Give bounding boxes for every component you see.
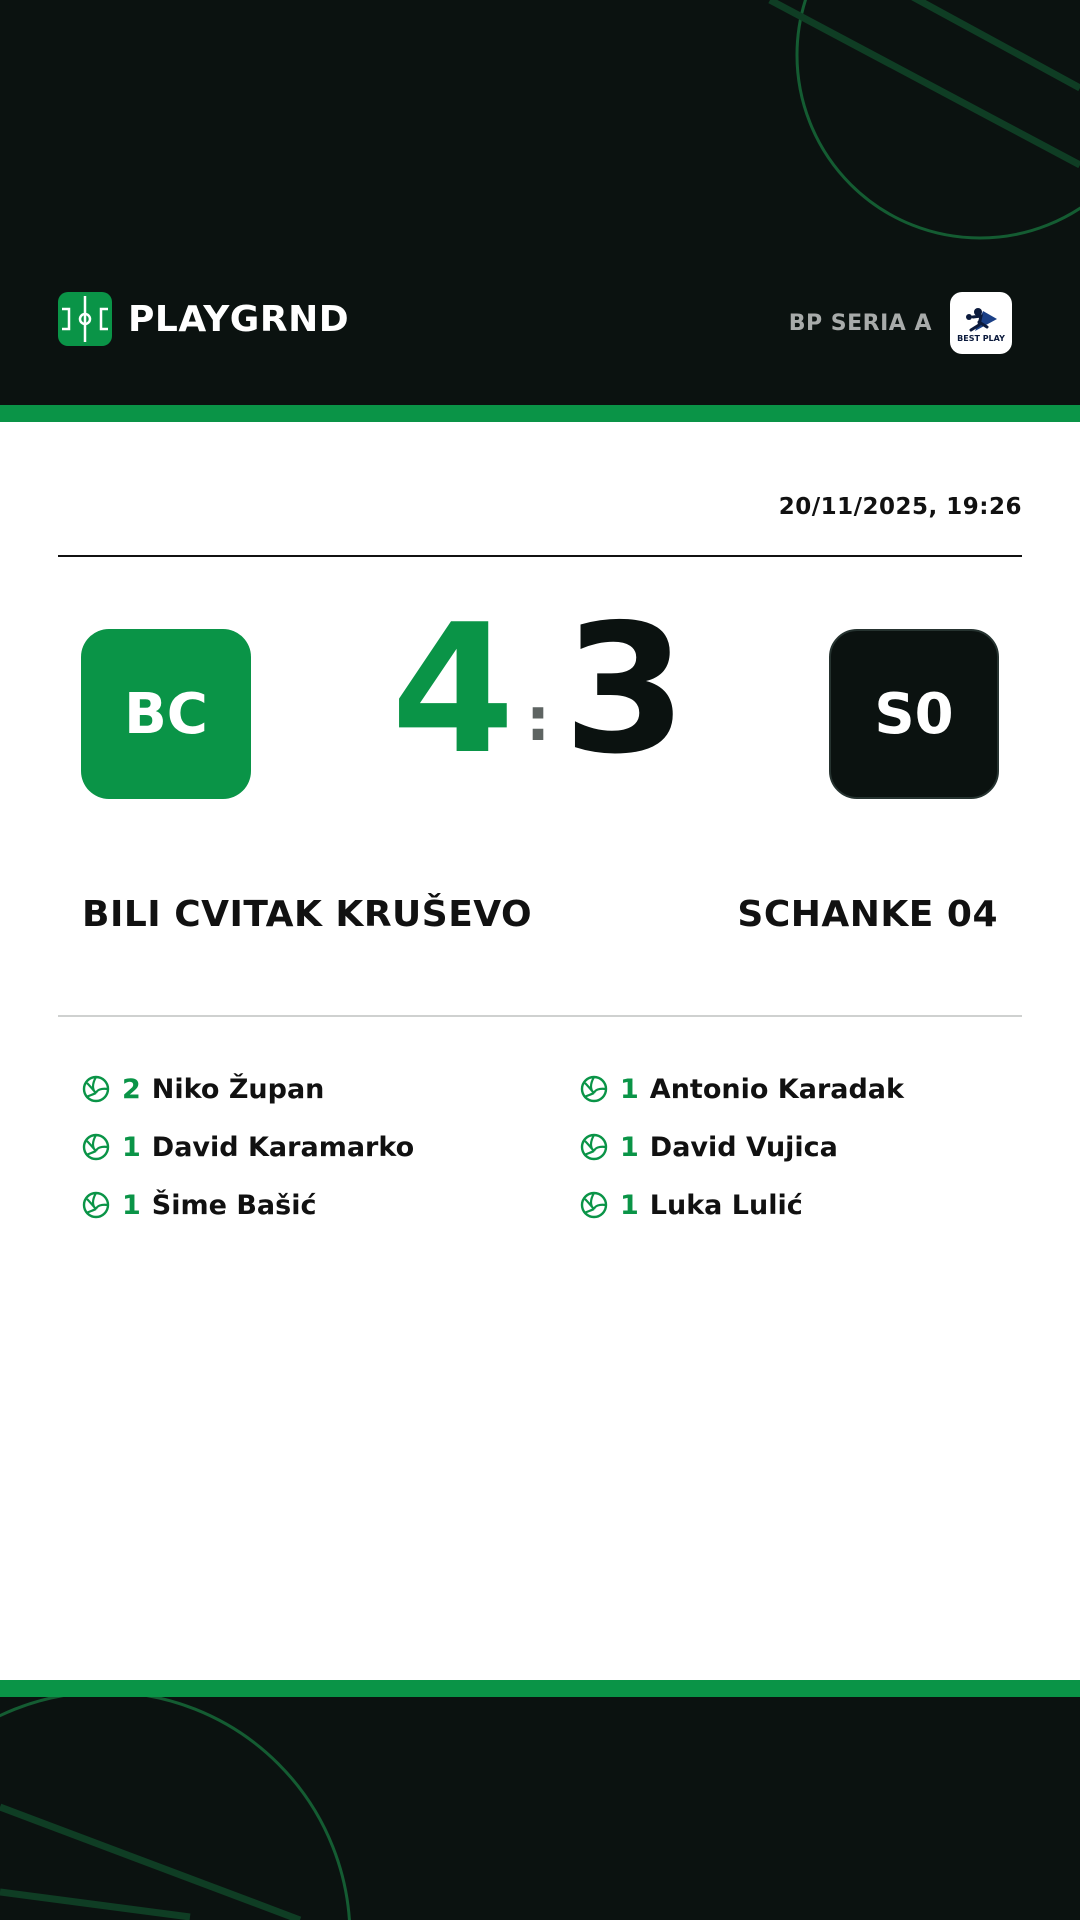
ball-icon xyxy=(580,1075,608,1103)
league-logo-text: BEST PLAY xyxy=(957,334,1005,343)
scorer-name: Niko Župan xyxy=(151,1073,325,1105)
pitch-lines-decoration xyxy=(0,1697,1080,1920)
away-score: 3 xyxy=(563,586,687,793)
ball-icon xyxy=(82,1075,110,1103)
ball-icon xyxy=(580,1191,608,1219)
scorer-item xyxy=(580,1176,904,1234)
divider xyxy=(58,1015,1022,1017)
ball-icon xyxy=(82,1191,110,1219)
home-team-badge: BC xyxy=(81,629,251,799)
away-team-badge: S0 xyxy=(829,629,999,799)
scorer-item xyxy=(82,1176,414,1234)
scorer-item xyxy=(82,1118,414,1176)
brand-name: PLAYGRND xyxy=(128,298,350,340)
scorer-name: David Karamarko xyxy=(151,1131,415,1163)
home-scorers-list xyxy=(82,1060,414,1234)
scorer-item xyxy=(580,1060,904,1118)
home-score: 4 xyxy=(391,586,515,793)
league-name: BP SERIA A xyxy=(788,310,932,336)
brand xyxy=(58,292,349,346)
scorer-name: Antonio Karadak xyxy=(649,1073,904,1105)
scorer-name: Šime Bašić xyxy=(151,1189,317,1221)
scorer-item xyxy=(82,1060,414,1118)
divider xyxy=(58,555,1022,557)
goal-count: 1 xyxy=(620,1189,639,1221)
league xyxy=(789,292,1012,354)
accent-bar-top xyxy=(0,405,1080,422)
goal-count: 1 xyxy=(620,1073,639,1105)
accent-bar-bottom xyxy=(0,1680,1080,1697)
footer xyxy=(0,1697,1080,1920)
league-logo xyxy=(950,292,1012,354)
away-team-name: SCHANKE 04 xyxy=(737,894,998,935)
score-separator: : xyxy=(526,685,550,755)
scorer-name: David Vujica xyxy=(649,1131,838,1163)
ball-icon xyxy=(580,1133,608,1161)
goal-count: 1 xyxy=(620,1131,639,1163)
match-datetime: 20/11/2025, 19:26 xyxy=(778,494,1022,520)
goal-count: 2 xyxy=(122,1073,141,1105)
pitch-logo-icon xyxy=(58,292,112,346)
home-team-name: BILI CVITAK KRUŠEVO xyxy=(82,894,533,935)
header xyxy=(0,0,1080,405)
player-kick-icon xyxy=(961,303,1001,333)
scorer-item xyxy=(580,1118,904,1176)
goal-count: 1 xyxy=(122,1131,141,1163)
away-scorers-list xyxy=(580,1060,904,1234)
ball-icon xyxy=(82,1133,110,1161)
scorer-name: Luka Lulić xyxy=(649,1189,803,1221)
goal-count: 1 xyxy=(122,1189,141,1221)
